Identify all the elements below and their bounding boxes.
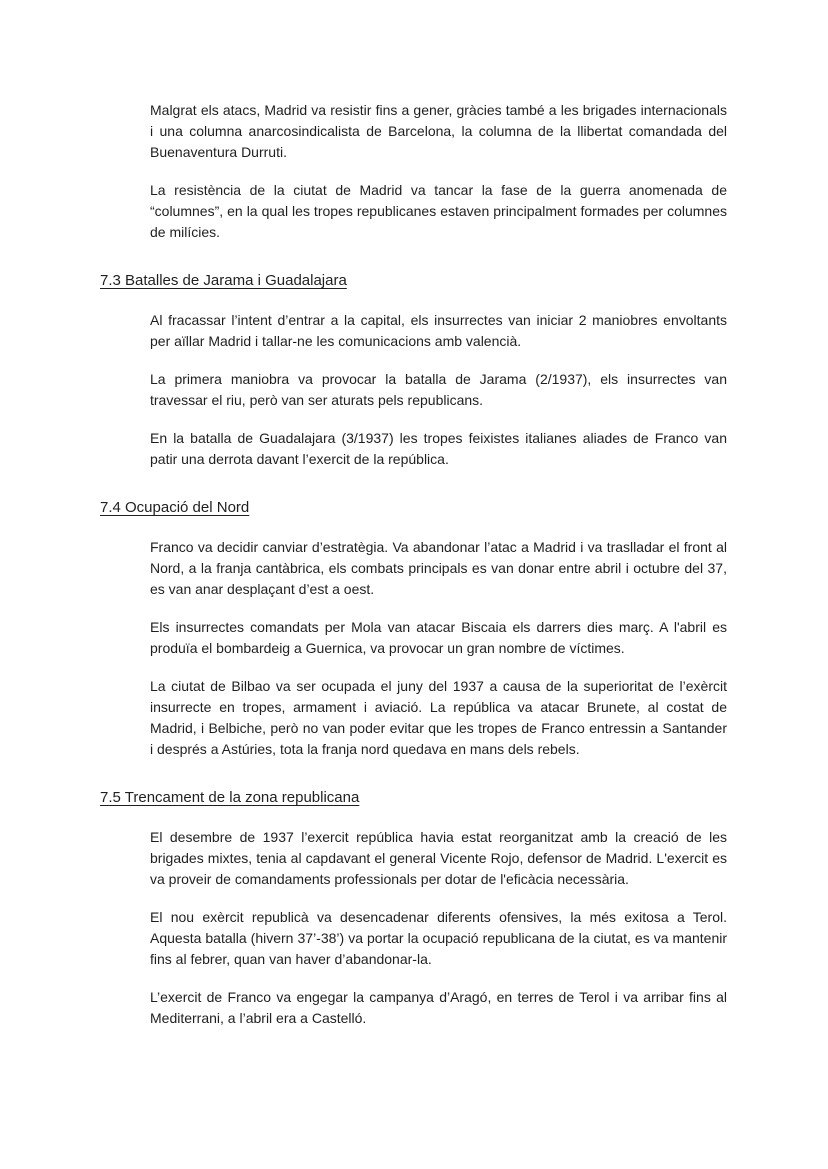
paragraph-madrid-resistance: Malgrat els atacs, Madrid va resistir fins a gener, gràcies també a les brigades internacionals i una columna anarcosindicalista de Barcelona, la columna de la llibertat comandada del Buenaventura Durruti. bbox=[150, 102, 727, 160]
section-heading-7-5: 7.5 Trencament de la zona republicana bbox=[100, 789, 360, 806]
paragraph-republican-army-reorganization: El desembre de 1937 l’exercit república havia estat reorganitzat amb la creació de les brigades mixtes, tenia al capdavant el general Vicente Rojo, defensor de Madrid. L'exercit es va proveir de comandaments professionals per dotar de l'eficàcia necessària. bbox=[150, 829, 727, 887]
paragraph-terol-offensive: El nou exèrcit republicà va desencadenar diferents ofensives, la més exitosa a Terol. Aquesta batalla (hivern 37’-38’) va portar la ocupació republicana de la ciutat, es va mantenir fins al febrer, quan van haver d’abandonar-la. bbox=[150, 909, 727, 967]
section-heading-7-4: 7.4 Ocupació del Nord bbox=[100, 499, 250, 516]
paragraph-bilbao-occupation: La ciutat de Bilbao va ser ocupada el juny del 1937 a causa de la superioritat de l’exèrcit insurrecte en tropes, armament i aviació. La república va atacar Brunete, al costat de Madrid, i Belbiche, però no van poder evitar que les tropes de Franco entressin a Santander i després a Astúries, tota la franja nord quedava en mans dels rebels. bbox=[150, 678, 727, 757]
paragraph-end-of-columns-phase: La resistència de la ciutat de Madrid va tancar la fase de la guerra anomenada de “columnes”, en la qual les tropes republicanes estaven principalment formades per columnes de milícies. bbox=[150, 182, 727, 240]
paragraph-biscaia-guernica: Els insurrectes comandats per Mola van atacar Biscaia els darrers dies març. A l'abril es produïa el bombardeig a Guernica, va provocar un gran nombre de víctimes. bbox=[150, 619, 727, 656]
paragraph-arago-campaign: L’exercit de Franco va engegar la campanya d’Aragó, en terres de Terol i va arribar fins al Mediterrani, a l’abril era a Castelló. bbox=[150, 989, 727, 1026]
paragraph-jarama-battle: La primera maniobra va provocar la batalla de Jarama (2/1937), els insurrectes van travessar el riu, però van ser aturats pels republicans. bbox=[150, 371, 727, 408]
paragraph-guadalajara-battle: En la batalla de Guadalajara (3/1937) les tropes feixistes italianes aliades de Franco van patir una derrota davant l’exercit de la república. bbox=[150, 430, 727, 467]
paragraph-franco-strategy-change: Franco va decidir canviar d’estratègia. Va abandonar l’atac a Madrid i va traslladar el front al Nord, a la franja cantàbrica, els combats principals es van donar entre abril i octubre del 37, es van anar desplaçant d’est a oest. bbox=[150, 539, 727, 597]
paragraph-two-maneuvers: Al fracassar l’intent d’entrar a la capital, els insurrectes van iniciar 2 maniobres envoltants per aïllar Madrid i tallar-ne les comunicacions amb valencià. bbox=[150, 312, 727, 349]
section-heading-7-3: 7.3 Batalles de Jarama i Guadalajara bbox=[100, 272, 347, 289]
